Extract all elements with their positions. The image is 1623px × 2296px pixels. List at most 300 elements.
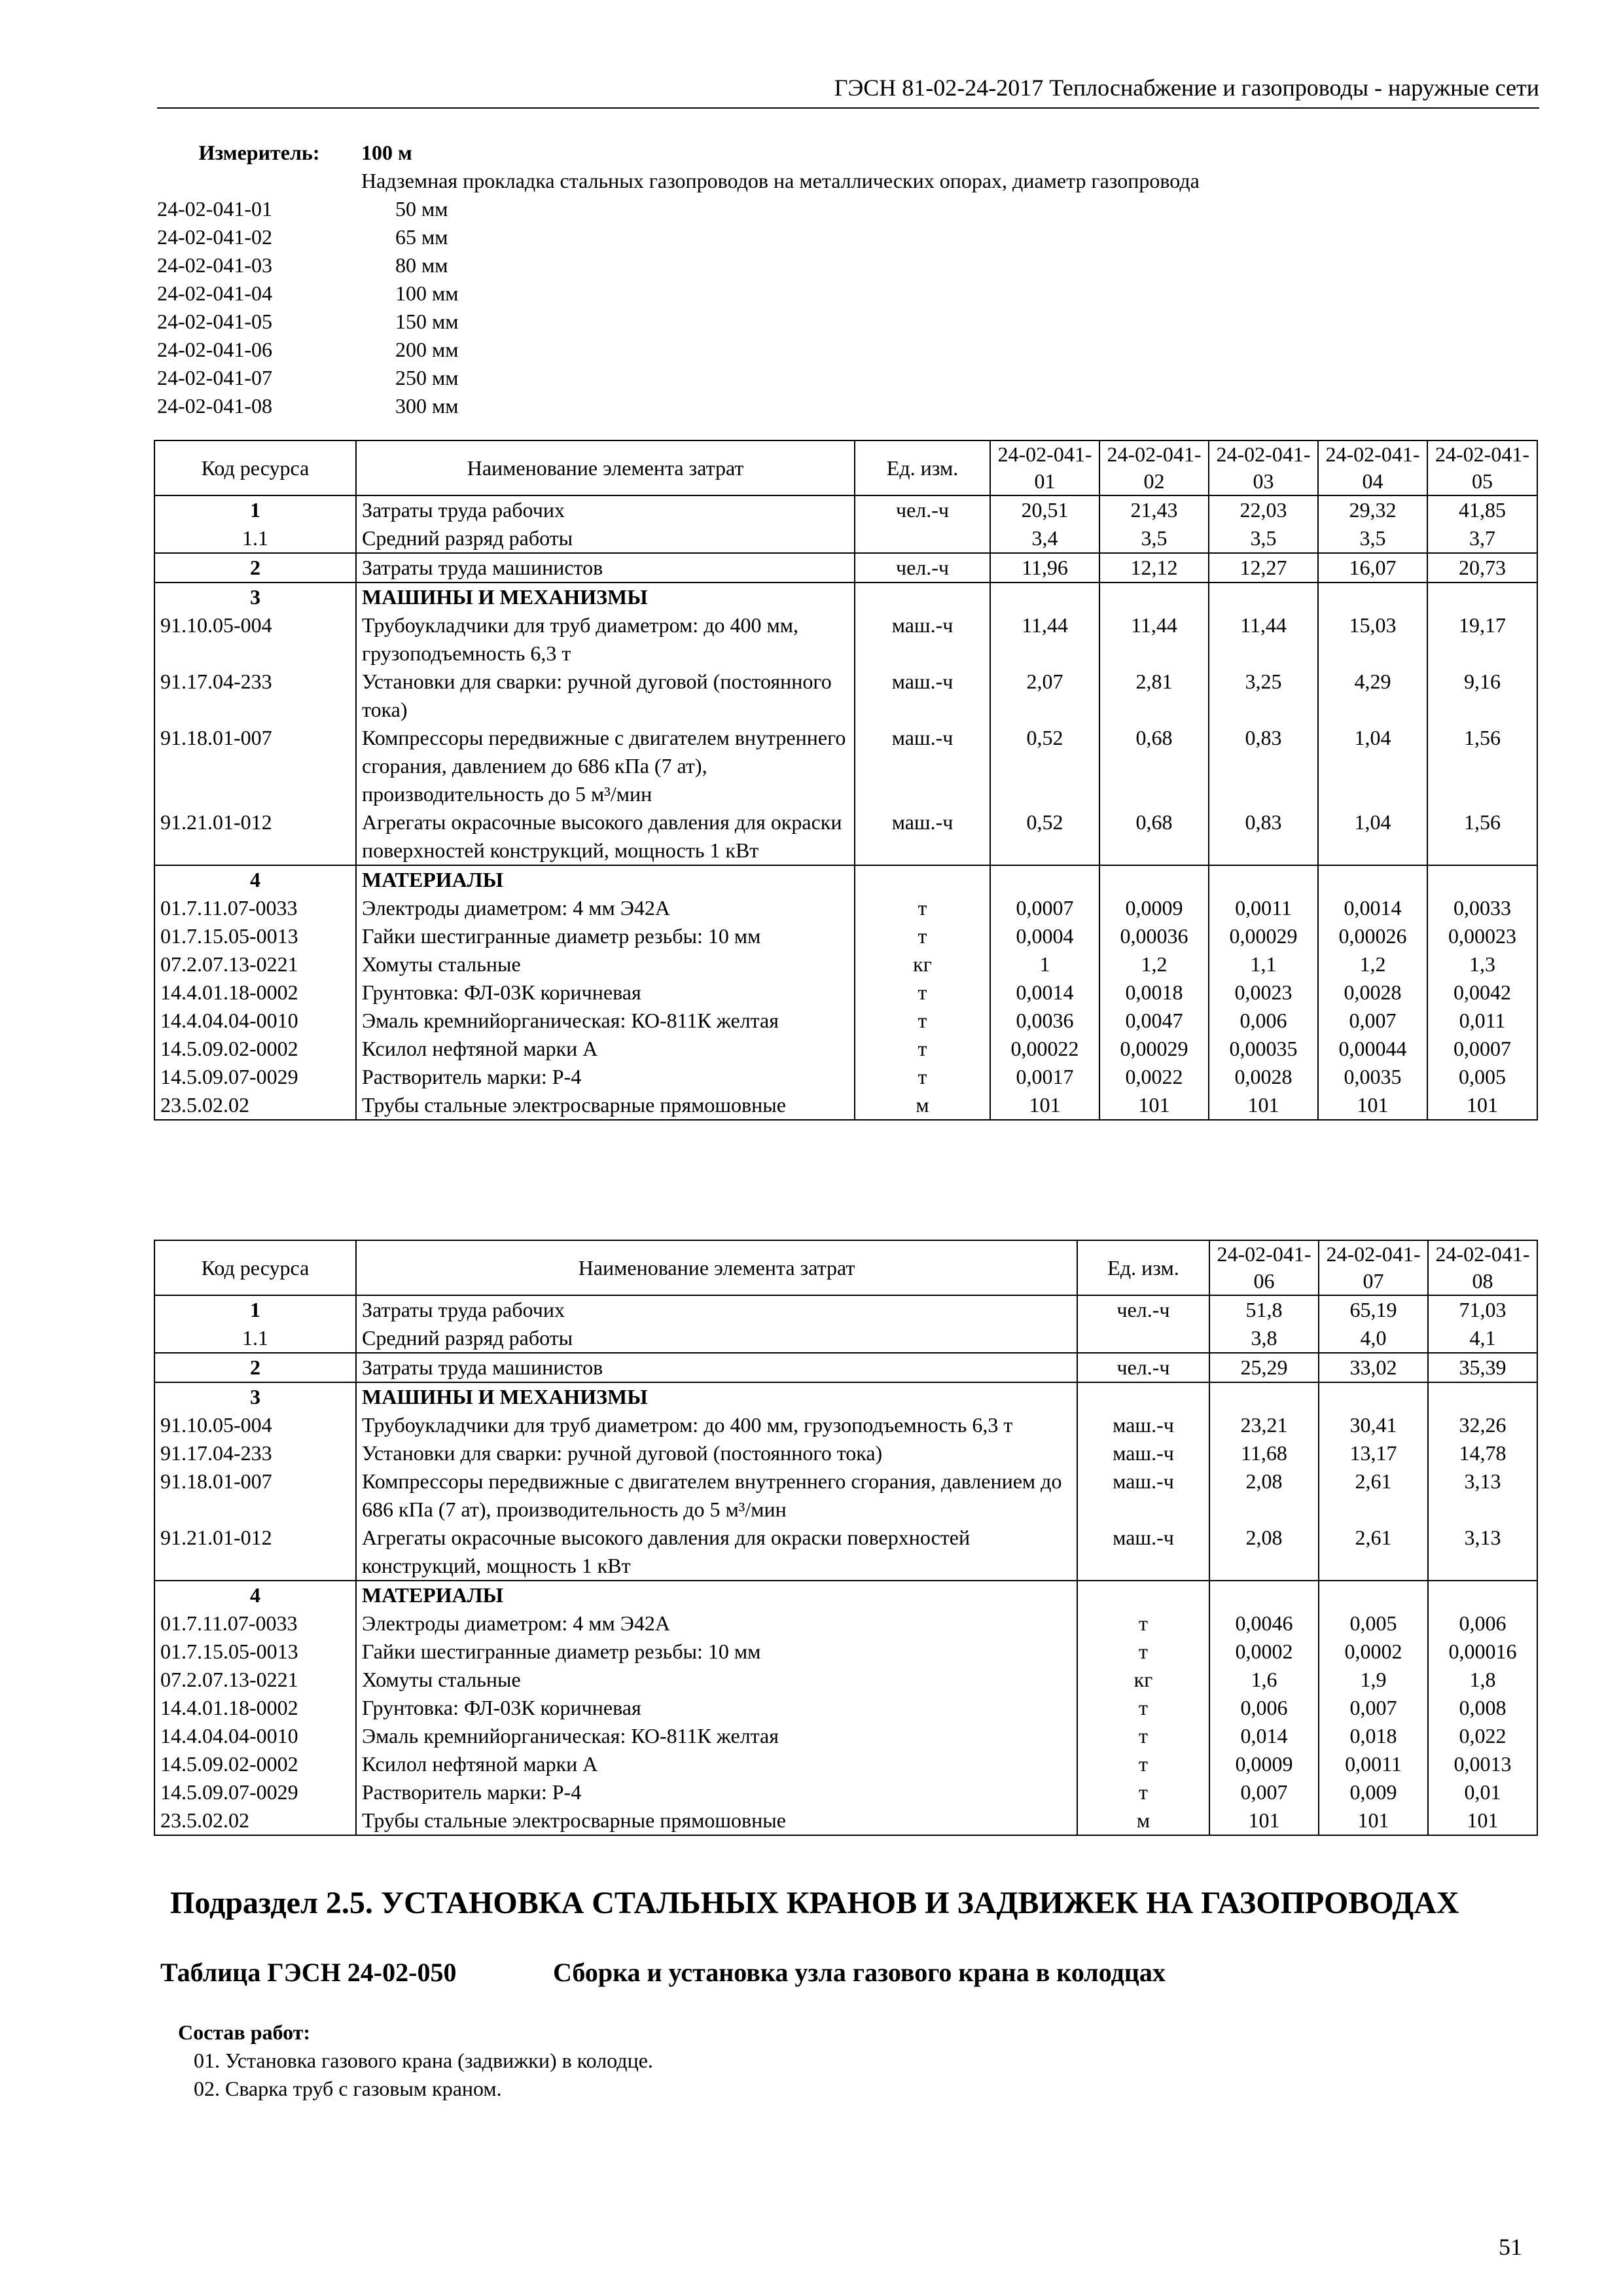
cell-name: Затраты труда рабочих — [356, 1295, 1077, 1324]
cell-name: МАТЕРИАЛЫ — [356, 1581, 1077, 1609]
cell-code: 91.18.01-007 — [154, 1467, 356, 1524]
cell-value: 0,0042 — [1427, 978, 1537, 1007]
cell-value: 0,83 — [1209, 724, 1318, 808]
cell-value: 65,19 — [1319, 1295, 1428, 1324]
cell-value: 0,0013 — [1428, 1750, 1537, 1778]
cell-value: 12,27 — [1209, 553, 1318, 583]
cell-value: 0,022 — [1428, 1722, 1537, 1750]
cell-value: 1,3 — [1427, 950, 1537, 978]
measure-item-code: 24-02-041-06 — [157, 338, 272, 361]
measure-item-size: 100 мм — [395, 281, 459, 305]
measure-item — [157, 308, 1400, 336]
cell-value: 0,00036 — [1099, 922, 1209, 950]
cell-unit: маш.-ч — [855, 808, 990, 865]
cell-code: 91.18.01-007 — [154, 724, 356, 808]
measure-block — [157, 139, 1400, 420]
cell-unit: кг — [1077, 1666, 1209, 1694]
cell-unit — [1077, 1581, 1209, 1609]
cell-value: 0,0009 — [1209, 1750, 1319, 1778]
cell-unit: т — [1077, 1722, 1209, 1750]
header-code: Код ресурса — [154, 1240, 356, 1295]
resource-table-2 — [154, 1240, 1538, 1836]
cell-name: Установки для сварки: ручной дуговой (постоянного тока) — [356, 1439, 1077, 1467]
cell-value: 29,32 — [1318, 495, 1427, 524]
cell-value: 4,1 — [1428, 1324, 1537, 1353]
cell-value: 1,1 — [1209, 950, 1318, 978]
cell-name: Установки для сварки: ручной дуговой (постоянного тока) — [356, 668, 855, 724]
measure-item — [157, 279, 1400, 308]
cell-code: 91.17.04-233 — [154, 1439, 356, 1467]
cell-value: 0,00016 — [1428, 1638, 1537, 1666]
cell-value: 0,006 — [1209, 1007, 1318, 1035]
cell-name: Электроды диаметром: 4 мм Э42А — [356, 1609, 1077, 1638]
cell-value: 71,03 — [1428, 1295, 1537, 1324]
header-unit: Ед. изм. — [1077, 1240, 1209, 1295]
measure-item-code: 24-02-041-01 — [157, 197, 272, 221]
cell-name: Электроды диаметром: 4 мм Э42А — [356, 894, 855, 922]
cell-code: 91.10.05-004 — [154, 1411, 356, 1439]
cell-value: 0,0011 — [1209, 894, 1318, 922]
header-col-041-01: 24-02-041-01 — [990, 440, 1099, 495]
header-col-041-05: 24-02-041-05 — [1427, 440, 1537, 495]
cell-value: 4,29 — [1318, 668, 1427, 724]
cell-value: 101 — [1428, 1806, 1537, 1835]
works-composition — [178, 2018, 653, 2103]
cell-name: Затраты труда машинистов — [356, 553, 855, 583]
cell-code: 14.5.09.07-0029 — [154, 1778, 356, 1806]
cell-value: 1,04 — [1318, 724, 1427, 808]
cell-name: Компрессоры передвижные с двигателем внутреннего сгорания, давлением до 686 кПа (7 ат), производительность до 5 м³/мин — [356, 724, 855, 808]
cell-code: 14.4.04.04-0010 — [154, 1007, 356, 1035]
cell-value — [1099, 583, 1209, 611]
measure-item-code: 24-02-041-07 — [157, 366, 272, 389]
cell-value: 9,16 — [1427, 668, 1537, 724]
table-row — [154, 1694, 1537, 1722]
cell-value — [1209, 865, 1318, 894]
cell-value: 1,56 — [1427, 724, 1537, 808]
cell-name: Трубоукладчики для труб диаметром: до 400 мм, грузоподъемность 6,3 т — [356, 611, 855, 668]
cell-value: 1,56 — [1427, 808, 1537, 865]
header-name: Наименование элемента затрат — [356, 1240, 1077, 1295]
cell-code: 1.1 — [154, 524, 356, 553]
cell-name: Эмаль кремнийорганическая: КО-811К желтая — [356, 1722, 1077, 1750]
cell-name: Средний разряд работы — [356, 524, 855, 553]
measure-item-code: 24-02-041-03 — [157, 253, 272, 277]
cell-code: 07.2.07.13-0221 — [154, 1666, 356, 1694]
table-row — [154, 1581, 1537, 1609]
cell-name: Средний разряд работы — [356, 1324, 1077, 1353]
cell-value: 30,41 — [1319, 1411, 1428, 1439]
cell-value: 3,25 — [1209, 668, 1318, 724]
cell-value: 0,0011 — [1319, 1750, 1428, 1778]
cell-value: 0,006 — [1209, 1694, 1319, 1722]
table-row — [154, 865, 1537, 894]
cell-value: 2,61 — [1319, 1467, 1428, 1524]
cell-value: 1,6 — [1209, 1666, 1319, 1694]
cell-code: 01.7.11.07-0033 — [154, 894, 356, 922]
cell-unit: маш.-ч — [1077, 1467, 1209, 1524]
cell-code: 14.5.09.02-0002 — [154, 1035, 356, 1063]
table-row — [154, 1638, 1537, 1666]
table-row — [154, 978, 1537, 1007]
cell-value: 0,52 — [990, 808, 1099, 865]
cell-code: 01.7.15.05-0013 — [154, 1638, 356, 1666]
cell-name: Агрегаты окрасочные высокого давления для окраски поверхностей конструкций, мощность 1 кВт — [356, 1524, 1077, 1581]
cell-name: Затраты труда машинистов — [356, 1353, 1077, 1382]
cell-value: 51,8 — [1209, 1295, 1319, 1324]
cell-value: 12,12 — [1099, 553, 1209, 583]
cell-unit: кг — [855, 950, 990, 978]
cell-name: Растворитель марки: Р-4 — [356, 1778, 1077, 1806]
cell-value — [1319, 1382, 1428, 1411]
cell-value: 2,61 — [1319, 1524, 1428, 1581]
cell-value: 3,5 — [1318, 524, 1427, 553]
table-header-row — [154, 440, 1537, 495]
cell-unit: чел.-ч — [1077, 1353, 1209, 1382]
works-item: 02. Сварка труб с газовым краном. — [194, 2077, 502, 2100]
cell-unit: т — [855, 1063, 990, 1091]
cell-value: 3,4 — [990, 524, 1099, 553]
measure-item — [157, 223, 1400, 251]
cell-value: 22,03 — [1209, 495, 1318, 524]
table-row — [154, 553, 1537, 583]
cell-code: 07.2.07.13-0221 — [154, 950, 356, 978]
cell-code: 91.21.01-012 — [154, 808, 356, 865]
cell-code: 1 — [154, 1295, 356, 1324]
cell-code: 91.21.01-012 — [154, 1524, 356, 1581]
works-item: 01. Установка газового крана (задвижки) в колодце. — [194, 2049, 653, 2072]
resource-table-1 — [154, 440, 1538, 1121]
cell-unit: т — [855, 894, 990, 922]
table-row — [154, 950, 1537, 978]
table-row — [154, 1411, 1537, 1439]
cell-unit: т — [855, 922, 990, 950]
cell-value: 13,17 — [1319, 1439, 1428, 1467]
cell-value: 0,0007 — [990, 894, 1099, 922]
cell-code: 14.4.01.18-0002 — [154, 1694, 356, 1722]
cell-value — [1428, 1382, 1537, 1411]
cell-value: 0,00023 — [1427, 922, 1537, 950]
cell-value: 1,8 — [1428, 1666, 1537, 1694]
cell-value: 3,8 — [1209, 1324, 1319, 1353]
cell-code: 2 — [154, 553, 356, 583]
cell-code: 2 — [154, 1353, 356, 1382]
cell-value: 35,39 — [1428, 1353, 1537, 1382]
measure-item — [157, 336, 1400, 364]
cell-value: 20,51 — [990, 495, 1099, 524]
cell-unit — [855, 583, 990, 611]
header-title: ГЭСН 81-02-24-2017 Теплоснабжение и газопроводы - наружные сети — [834, 75, 1539, 101]
table-row — [154, 668, 1537, 724]
table-row — [154, 1524, 1537, 1581]
table-row — [154, 808, 1537, 865]
cell-code: 3 — [154, 1382, 356, 1411]
table-row — [154, 1806, 1537, 1835]
cell-value: 32,26 — [1428, 1411, 1537, 1439]
cell-value: 0,00029 — [1099, 1035, 1209, 1063]
cell-unit: т — [855, 978, 990, 1007]
cell-value: 0,68 — [1099, 808, 1209, 865]
measure-item-code: 24-02-041-05 — [157, 310, 272, 333]
table-row — [154, 1467, 1537, 1524]
cell-value: 19,17 — [1427, 611, 1537, 668]
cell-value — [1427, 583, 1537, 611]
cell-name: Ксилол нефтяной марки А — [356, 1035, 855, 1063]
measure-item — [157, 364, 1400, 392]
cell-value — [1319, 1581, 1428, 1609]
cell-code: 14.4.01.18-0002 — [154, 978, 356, 1007]
cell-code: 14.5.09.07-0029 — [154, 1063, 356, 1091]
header-col-041-03: 24-02-041-03 — [1209, 440, 1318, 495]
measure-row — [157, 139, 1400, 167]
cell-value: 2,81 — [1099, 668, 1209, 724]
cell-value — [1318, 865, 1427, 894]
cell-name: МАТЕРИАЛЫ — [356, 865, 855, 894]
measure-item-size: 300 мм — [395, 394, 459, 418]
cell-value: 101 — [1209, 1806, 1319, 1835]
table-row — [154, 1722, 1537, 1750]
measure-item-code: 24-02-041-04 — [157, 281, 272, 305]
cell-value: 0,014 — [1209, 1722, 1319, 1750]
cell-value: 0,007 — [1319, 1694, 1428, 1722]
cell-value: 14,78 — [1428, 1439, 1537, 1467]
cell-value — [1099, 865, 1209, 894]
cell-code: 4 — [154, 1581, 356, 1609]
table-title — [160, 1957, 1166, 1988]
cell-code: 23.5.02.02 — [154, 1091, 356, 1120]
cell-name: МАШИНЫ И МЕХАНИЗМЫ — [356, 583, 855, 611]
cell-unit: чел.-ч — [855, 553, 990, 583]
table-name: Сборка и установка узла газового крана в колодцах — [553, 1958, 1166, 1987]
header-col-041-07: 24-02-041-07 — [1319, 1240, 1428, 1295]
cell-name: Растворитель марки: Р-4 — [356, 1063, 855, 1091]
cell-code: 4 — [154, 865, 356, 894]
cell-unit: маш.-ч — [855, 611, 990, 668]
cell-name: Эмаль кремнийорганическая: КО-811К желтая — [356, 1007, 855, 1035]
table-row — [154, 1439, 1537, 1467]
cell-unit: маш.-ч — [855, 668, 990, 724]
cell-value — [990, 865, 1099, 894]
cell-value: 11,68 — [1209, 1439, 1319, 1467]
cell-value — [1427, 865, 1537, 894]
measure-item-code: 24-02-041-02 — [157, 225, 272, 249]
cell-unit: т — [1077, 1694, 1209, 1722]
table-header-row — [154, 1240, 1537, 1295]
cell-value: 0,011 — [1427, 1007, 1537, 1035]
subsection-title: Подраздел 2.5. УСТАНОВКА СТАЛЬНЫХ КРАНОВ И ЗАДВИЖЕК НА ГАЗОПРОВОДАХ — [170, 1886, 1459, 1920]
cell-name: Грунтовка: ФЛ-03К коричневая — [356, 978, 855, 1007]
cell-value: 25,29 — [1209, 1353, 1319, 1382]
cell-value: 0,0047 — [1099, 1007, 1209, 1035]
cell-value: 1 — [990, 950, 1099, 978]
cell-value: 0,008 — [1428, 1694, 1537, 1722]
cell-name: МАШИНЫ И МЕХАНИЗМЫ — [356, 1382, 1077, 1411]
cell-value: 101 — [1099, 1091, 1209, 1120]
cell-code: 14.5.09.02-0002 — [154, 1750, 356, 1778]
cell-value: 0,0009 — [1099, 894, 1209, 922]
measure-item-size: 150 мм — [395, 310, 459, 333]
cell-value: 1,04 — [1318, 808, 1427, 865]
cell-value: 0,009 — [1319, 1778, 1428, 1806]
cell-value: 0,0028 — [1318, 978, 1427, 1007]
measure-item-size: 65 мм — [395, 225, 448, 249]
cell-value: 0,0036 — [990, 1007, 1099, 1035]
measure-label: Измеритель: — [198, 141, 320, 164]
measure-item-size: 50 мм — [395, 197, 448, 221]
cell-value: 23,21 — [1209, 1411, 1319, 1439]
cell-value: 2,08 — [1209, 1467, 1319, 1524]
cell-value: 0,0023 — [1209, 978, 1318, 1007]
cell-code: 01.7.15.05-0013 — [154, 922, 356, 950]
cell-value — [1209, 1382, 1319, 1411]
cell-value: 0,00026 — [1318, 922, 1427, 950]
cell-name: Гайки шестигранные диаметр резьбы: 10 мм — [356, 1638, 1077, 1666]
cell-value: 0,0018 — [1099, 978, 1209, 1007]
table-row — [154, 1295, 1537, 1324]
header-col-041-04: 24-02-041-04 — [1318, 440, 1427, 495]
cell-value: 11,96 — [990, 553, 1099, 583]
table-row — [154, 1035, 1537, 1063]
cell-value: 0,006 — [1428, 1609, 1537, 1638]
cell-value: 0,0028 — [1209, 1063, 1318, 1091]
table-number: Таблица ГЭСН 24-02-050 — [160, 1958, 457, 1987]
measure-unit: 100 м — [361, 141, 412, 164]
table-row — [154, 922, 1537, 950]
cell-unit: т — [1077, 1609, 1209, 1638]
header-unit: Ед. изм. — [855, 440, 990, 495]
cell-value: 0,0035 — [1318, 1063, 1427, 1091]
table-row — [154, 1007, 1537, 1035]
cell-code: 01.7.11.07-0033 — [154, 1609, 356, 1638]
cell-value: 11,44 — [990, 611, 1099, 668]
cell-value: 101 — [1319, 1806, 1428, 1835]
cell-value: 0,0007 — [1427, 1035, 1537, 1063]
cell-code: 1 — [154, 495, 356, 524]
measure-item — [157, 251, 1400, 279]
cell-value: 0,52 — [990, 724, 1099, 808]
cell-value: 101 — [990, 1091, 1099, 1120]
cell-value: 4,0 — [1319, 1324, 1428, 1353]
cell-name: Агрегаты окрасочные высокого давления для окраски поверхностей конструкций, мощность 1 кВт — [356, 808, 855, 865]
cell-value: 0,007 — [1209, 1778, 1319, 1806]
cell-value: 3,13 — [1428, 1467, 1537, 1524]
cell-name: Затраты труда рабочих — [356, 495, 855, 524]
cell-value: 0,0004 — [990, 922, 1099, 950]
cell-value: 101 — [1427, 1091, 1537, 1120]
table-row — [154, 1382, 1537, 1411]
table-row — [154, 1666, 1537, 1694]
cell-code: 91.10.05-004 — [154, 611, 356, 668]
cell-unit — [855, 524, 990, 553]
cell-name: Хомуты стальные — [356, 950, 855, 978]
cell-unit: т — [1077, 1750, 1209, 1778]
measure-item-size: 80 мм — [395, 253, 448, 277]
table-row — [154, 724, 1537, 808]
cell-value: 1,9 — [1319, 1666, 1428, 1694]
cell-value: 0,00022 — [990, 1035, 1099, 1063]
table-row — [154, 1324, 1537, 1353]
cell-name: Хомуты стальные — [356, 1666, 1077, 1694]
cell-unit — [1077, 1382, 1209, 1411]
cell-value: 0,0022 — [1099, 1063, 1209, 1091]
cell-unit: м — [1077, 1806, 1209, 1835]
cell-unit — [1077, 1324, 1209, 1353]
cell-value: 16,07 — [1318, 553, 1427, 583]
table-row — [154, 1063, 1537, 1091]
measure-items — [157, 195, 1400, 420]
cell-value: 0,0017 — [990, 1063, 1099, 1091]
cell-code: 23.5.02.02 — [154, 1806, 356, 1835]
cell-value — [1428, 1581, 1537, 1609]
cell-value: 0,007 — [1318, 1007, 1427, 1035]
cell-unit: маш.-ч — [855, 724, 990, 808]
cell-value: 0,00029 — [1209, 922, 1318, 950]
cell-unit: т — [855, 1035, 990, 1063]
cell-value: 0,0033 — [1427, 894, 1537, 922]
table-row — [154, 1091, 1537, 1120]
table-row — [154, 524, 1537, 553]
cell-value: 20,73 — [1427, 553, 1537, 583]
cell-value — [1318, 583, 1427, 611]
cell-value: 3,5 — [1099, 524, 1209, 553]
measure-item-size: 250 мм — [395, 366, 459, 389]
measure-item — [157, 195, 1400, 223]
cell-value: 3,7 — [1427, 524, 1537, 553]
measure-item-code: 24-02-041-08 — [157, 394, 272, 418]
cell-value: 15,03 — [1318, 611, 1427, 668]
measure-item — [157, 392, 1400, 420]
cell-value: 2,08 — [1209, 1524, 1319, 1581]
page-number: 51 — [1499, 2234, 1522, 2260]
measure-item-size: 200 мм — [395, 338, 459, 361]
cell-name: Компрессоры передвижные с двигателем внутреннего сгорания, давлением до 686 кПа (7 ат), производительность до 5 м³/мин — [356, 1467, 1077, 1524]
cell-value: 3,13 — [1428, 1524, 1537, 1581]
cell-value: 0,005 — [1319, 1609, 1428, 1638]
cell-value: 11,44 — [1209, 611, 1318, 668]
cell-name: Ксилол нефтяной марки А — [356, 1750, 1077, 1778]
cell-value: 0,0014 — [1318, 894, 1427, 922]
cell-value: 0,83 — [1209, 808, 1318, 865]
table-row — [154, 1750, 1537, 1778]
cell-value: 0,68 — [1099, 724, 1209, 808]
cell-name: Трубы стальные электросварные прямошовные — [356, 1091, 855, 1120]
cell-name: Трубоукладчики для труб диаметром: до 400 мм, грузоподъемность 6,3 т — [356, 1411, 1077, 1439]
cell-value: 101 — [1209, 1091, 1318, 1120]
cell-value: 0,0002 — [1209, 1638, 1319, 1666]
cell-name: Трубы стальные электросварные прямошовные — [356, 1806, 1077, 1835]
cell-value: 1,2 — [1318, 950, 1427, 978]
cell-unit: чел.-ч — [855, 495, 990, 524]
table-row — [154, 611, 1537, 668]
cell-value: 2,07 — [990, 668, 1099, 724]
works-title: Состав работ: — [178, 2020, 311, 2044]
cell-value: 3,5 — [1209, 524, 1318, 553]
cell-code: 91.17.04-233 — [154, 668, 356, 724]
header-col-041-06: 24-02-041-06 — [1209, 1240, 1319, 1295]
table-row — [154, 1609, 1537, 1638]
cell-unit: чел.-ч — [1077, 1295, 1209, 1324]
cell-value: 0,0002 — [1319, 1638, 1428, 1666]
table-row — [154, 583, 1537, 611]
header-code: Код ресурса — [154, 440, 356, 495]
cell-value: 0,01 — [1428, 1778, 1537, 1806]
cell-value: 101 — [1318, 1091, 1427, 1120]
header-col-041-02: 24-02-041-02 — [1099, 440, 1209, 495]
cell-code: 14.4.04.04-0010 — [154, 1722, 356, 1750]
cell-value: 0,018 — [1319, 1722, 1428, 1750]
cell-unit: маш.-ч — [1077, 1524, 1209, 1581]
cell-unit: т — [1077, 1778, 1209, 1806]
